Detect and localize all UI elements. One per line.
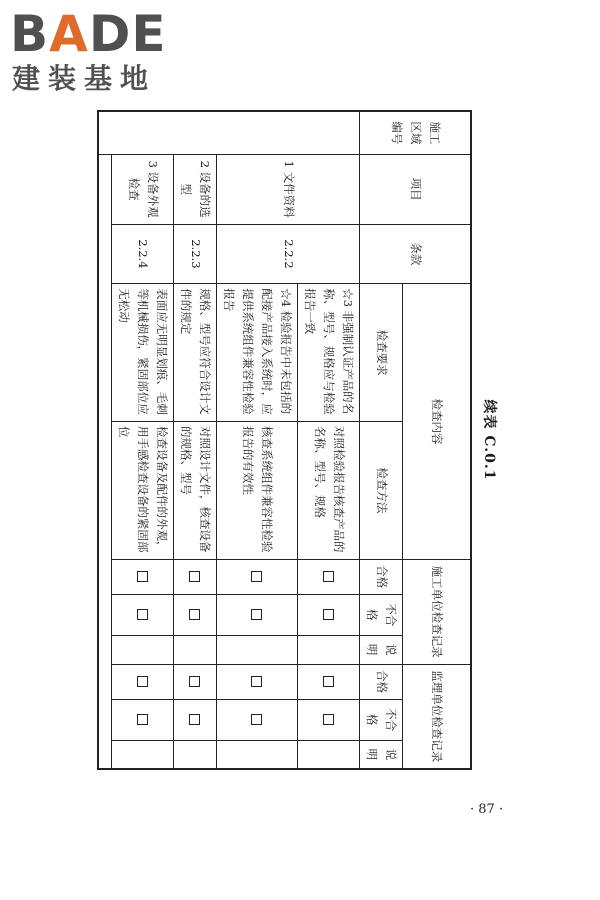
cell-requirement: 规格、型号应符合设计文件的规定 xyxy=(174,284,217,422)
checkbox-empty-icon[interactable] xyxy=(252,714,263,725)
checkbox-empty-icon[interactable] xyxy=(190,571,201,582)
cell-supervisor-note[interactable] xyxy=(217,740,298,769)
cell-supervisor-fail[interactable] xyxy=(174,699,217,740)
checkbox-empty-icon[interactable] xyxy=(190,714,201,725)
header-constructor-pass: 合格 xyxy=(360,559,403,594)
logo-subtitle: 建装基地 xyxy=(12,62,157,95)
brand-logo xyxy=(10,6,180,96)
checkbox-empty-icon[interactable] xyxy=(323,571,334,582)
cell-supervisor-pass[interactable] xyxy=(217,664,298,699)
header-constructor-fail: 不合格 xyxy=(360,594,403,635)
header-requirement: 检查要求 xyxy=(360,284,403,422)
header-supervisor-record: 监理单位检查记录 xyxy=(403,664,471,769)
table-row-spacer xyxy=(98,111,112,769)
header-constructor-record: 施工单位检查记录 xyxy=(403,559,471,664)
header-project: 项目 xyxy=(360,154,471,224)
cell-method: 对照检验报告核查产品的名称、型号、规格 xyxy=(298,421,360,559)
rotated-page-content xyxy=(117,110,502,770)
header-supervisor-fail: 不合格 xyxy=(360,699,403,740)
checkbox-empty-icon[interactable] xyxy=(323,714,334,725)
cell-constructor-pass[interactable] xyxy=(112,559,174,594)
checkbox-empty-icon[interactable] xyxy=(137,676,148,687)
cell-project: 1 文件资料 xyxy=(217,154,360,224)
cell-constructor-pass[interactable] xyxy=(174,559,217,594)
header-area-code: 施工区域编号 xyxy=(360,111,471,154)
cell-supervisor-pass[interactable] xyxy=(174,664,217,699)
cell-constructor-note[interactable] xyxy=(174,635,217,664)
cell-constructor-fail[interactable] xyxy=(298,594,360,635)
cell-method: 检查设备及配件的外观，用手感检查设备的紧固部位 xyxy=(112,421,174,559)
logo-wordmark: BADE xyxy=(10,5,167,63)
cell-requirement: ☆4 检验报告中未包括的配接产品接入系统时，应提供系统组件兼容性检验报告 xyxy=(217,284,298,422)
cell-supervisor-pass[interactable] xyxy=(298,664,360,699)
cell-area-code xyxy=(98,111,360,154)
table-row xyxy=(112,111,174,769)
table-row xyxy=(174,111,217,769)
checkbox-empty-icon[interactable] xyxy=(137,571,148,582)
checkbox-empty-icon[interactable] xyxy=(323,609,334,620)
cell-constructor-fail[interactable] xyxy=(112,594,174,635)
cell-supervisor-fail[interactable] xyxy=(217,699,298,740)
header-content: 检查内容 xyxy=(403,284,471,560)
header-constructor-note: 说明 xyxy=(360,635,403,664)
checkbox-empty-icon[interactable] xyxy=(323,676,334,687)
checkbox-empty-icon[interactable] xyxy=(252,676,263,687)
cell-supervisor-fail[interactable] xyxy=(298,699,360,740)
cell-constructor-fail[interactable] xyxy=(174,594,217,635)
cell-constructor-pass[interactable] xyxy=(217,559,298,594)
cell-method: 核查系统组件兼容性检验报告的有效性 xyxy=(217,421,298,559)
page-number: · 87 · xyxy=(470,802,504,817)
cell-constructor-note[interactable] xyxy=(112,635,174,664)
cell-method: 对照设计文件，核查设备的规格、型号 xyxy=(174,421,217,559)
header-clause: 条款 xyxy=(360,224,471,284)
table-caption: 续表 C.0.1 xyxy=(481,399,497,481)
cell-supervisor-fail[interactable] xyxy=(112,699,174,740)
checkbox-empty-icon[interactable] xyxy=(252,571,263,582)
inspection-table xyxy=(97,110,472,770)
checkbox-empty-icon[interactable] xyxy=(137,609,148,620)
checkbox-empty-icon[interactable] xyxy=(190,609,201,620)
cell-constructor-note[interactable] xyxy=(298,635,360,664)
checkbox-empty-icon[interactable] xyxy=(252,609,263,620)
cell-constructor-pass[interactable] xyxy=(298,559,360,594)
cell-supervisor-note[interactable] xyxy=(112,740,174,769)
cell-requirement: 表面应无明显划痕、毛刺等机械损伤，紧固部位应无松动 xyxy=(112,284,174,422)
cell-project: 3 设备外观检查 xyxy=(112,154,174,224)
cell-clause: 2.2.2 xyxy=(217,224,360,284)
table-row xyxy=(298,111,360,769)
cell-constructor-note[interactable] xyxy=(217,635,298,664)
header-supervisor-note: 说明 xyxy=(360,740,403,769)
cell-clause: 2.2.3 xyxy=(174,224,217,284)
header-method: 检查方法 xyxy=(360,421,403,559)
cell-supervisor-pass[interactable] xyxy=(112,664,174,699)
header-supervisor-pass: 合格 xyxy=(360,664,403,699)
cell-requirement: ☆3 非强制认证产品的名称、型号、规格应与检验报告一致 xyxy=(298,284,360,422)
checkbox-empty-icon[interactable] xyxy=(137,714,148,725)
cell-clause: 2.2.4 xyxy=(112,224,174,284)
cell-supervisor-note[interactable] xyxy=(174,740,217,769)
cell-supervisor-note[interactable] xyxy=(298,740,360,769)
cell-constructor-fail[interactable] xyxy=(217,594,298,635)
checkbox-empty-icon[interactable] xyxy=(190,676,201,687)
cell-project: 2 设备的选型 xyxy=(174,154,217,224)
spacer-cell xyxy=(98,154,112,769)
